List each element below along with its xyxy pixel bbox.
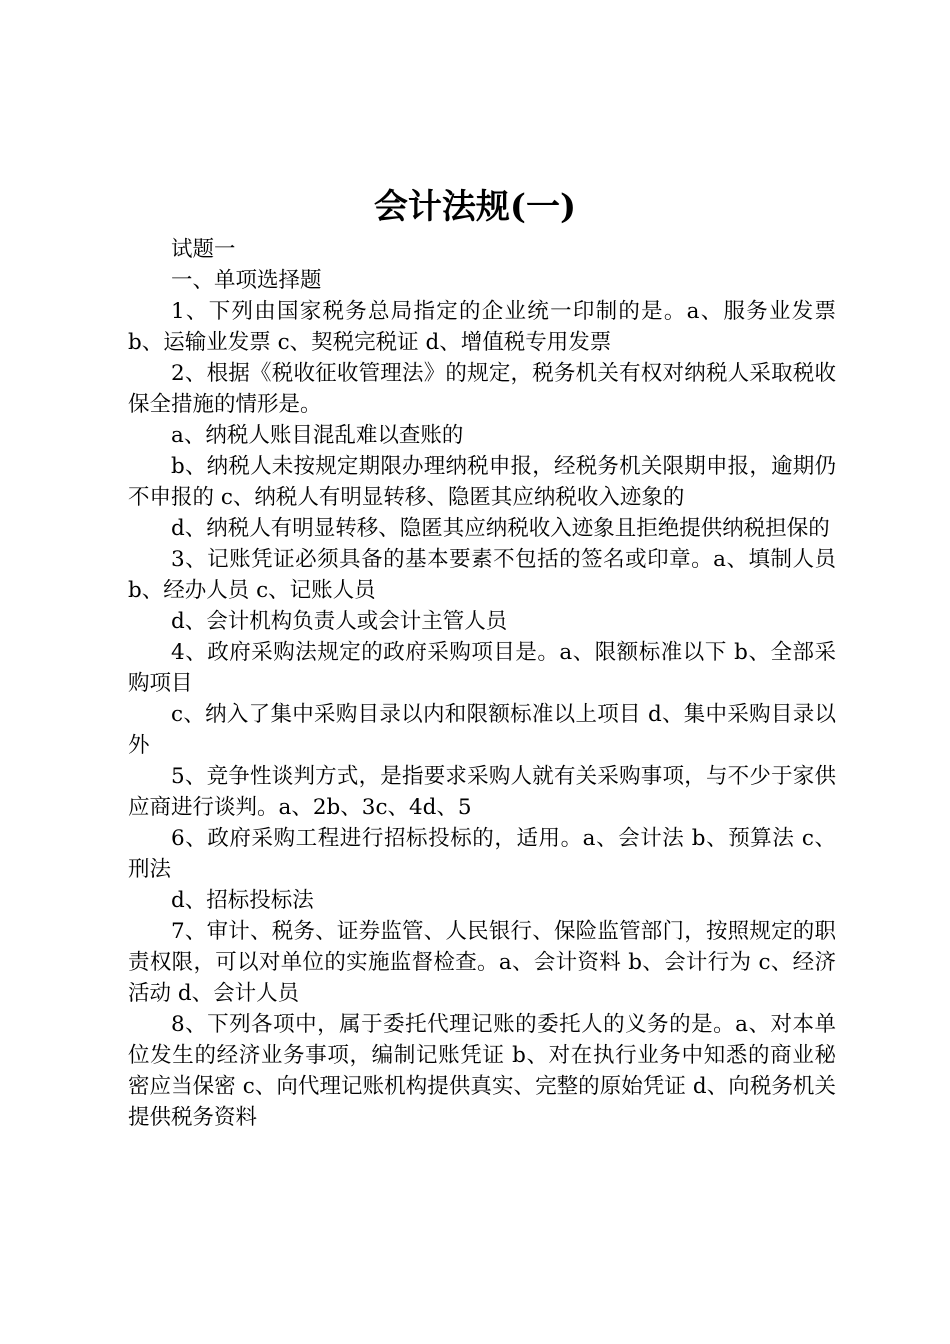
- document-title: 会计法规(一): [373, 187, 577, 227]
- section-subheading: 一、单项选择题: [171, 268, 322, 293]
- question-4: 4、政府采购法规定的政府采购项目是。a、限额标准以下 b、全部采购项目: [128, 640, 836, 696]
- question-6-option-d: d、招标投标法: [171, 888, 314, 913]
- question-5: 5、竞争性谈判方式，是指要求采购人就有关采购事项，与不少于家供应商进行谈判。a、2b、3c、4d、5: [128, 764, 836, 820]
- question-4-option-c-d: c、纳入了集中采购目录以内和限额标准以上项目 d、集中采购目录以外: [128, 702, 836, 758]
- document-body: [128, 234, 836, 1133]
- section-heading: 试题一: [171, 237, 236, 262]
- question-1: 1、下列由国家税务总局指定的企业统一印制的是。a、服务业发票 b、运输业发票 c、契税完税证 d、增值税专用发票: [128, 299, 836, 355]
- question-8: 8、下列各项中，属于委托代理记账的委托人的义务的是。a、对本单位发生的经济业务事项，编制记账凭证 b、对在执行业务中知悉的商业秘密应当保密 c、向代理记账机构提供真实、完整的原始凭证 d、向税务机关提供税务资料: [128, 1012, 836, 1130]
- question-2-option-d: d、纳税人有明显转移、隐匿其应纳税收入迹象且拒绝提供纳税担保的: [171, 516, 830, 541]
- question-2: 2、根据《税收征收管理法》的规定，税务机关有权对纳税人采取税收保全措施的情形是。: [128, 361, 836, 417]
- question-3-option-d: d、会计机构负责人或会计主管人员: [171, 609, 508, 634]
- question-3: 3、记账凭证必须具备的基本要素不包括的签名或印章。a、填制人员 b、经办人员 c、记账人员: [128, 547, 836, 603]
- question-2-option-b-c: b、纳税人未按规定期限办理纳税申报，经税务机关限期申报，逾期仍不申报的 c、纳税人有明显转移、隐匿其应纳税收入迹象的: [128, 454, 836, 510]
- question-6: 6、政府采购工程进行招标投标的，适用。a、会计法 b、预算法 c、刑法: [128, 826, 836, 882]
- question-2-option-a: a、纳税人账目混乱难以查账的: [171, 423, 464, 448]
- question-7: 7、审计、税务、证券监管、人民银行、保险监管部门，按照规定的职责权限，可以对单位的实施监督检查。a、会计资料 b、会计行为 c、经济活动 d、会计人员: [128, 919, 836, 1006]
